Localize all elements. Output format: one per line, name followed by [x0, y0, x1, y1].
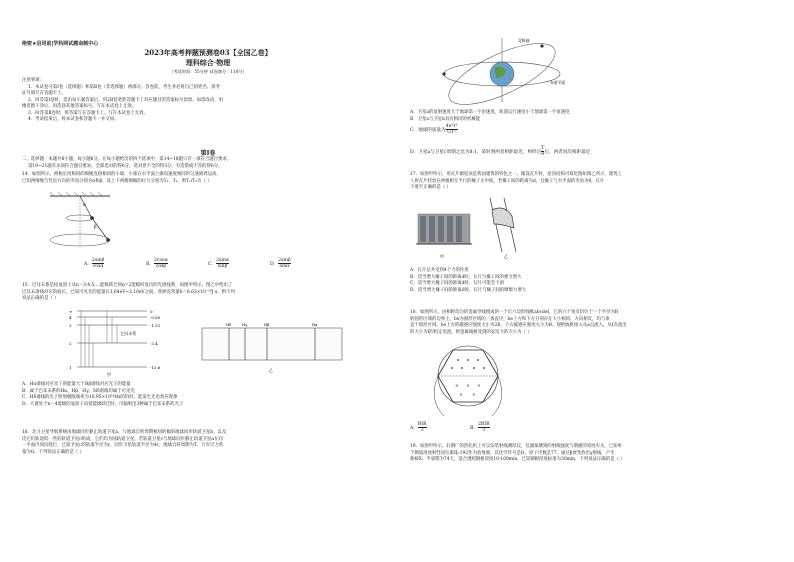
section-intro — [22, 157, 394, 170]
q16-option-a: A．卫星a的发射速度大于地球第一宇宙速度，轨道运行速度小于地球第一宇宙速度 — [410, 110, 570, 115]
svg-text:×: × — [472, 393, 476, 398]
fig-caption-a: 甲 — [107, 372, 111, 377]
q19-line: 19．如图甲所示，轧钢厂的热轧机上可以安装射线测厚仪，仪器探测到的射线强度与钢板的厚度有关，已知单 — [410, 444, 622, 449]
svg-text:3: 3 — [69, 323, 72, 328]
q16-line: 量为G，下列说法正确的是（ ） — [22, 449, 84, 455]
q16-line: 比它们轨道低一些的轨道卫星c组成，它们均为圆轨道卫星。若轨道卫星c与地球同步静止轨道卫星a在同 — [22, 436, 223, 442]
svg-text:-0.85: -0.85 — [150, 315, 161, 320]
q16-orbit-figure — [430, 34, 580, 106]
q16-line: 16．北斗卫星导航系统由地球同步静止轨道卫星a、与地球自转周期相同的倾斜地球同步轨道卫星b，以及 — [22, 430, 227, 435]
q17-option-d: D．适当增大椽子间的距离d时，瓦片与椽子间的摩擦力增大 — [410, 287, 527, 293]
q16-north-label: 北极轴 — [518, 38, 530, 43]
q15-options — [22, 382, 394, 408]
svg-text:4: 4 — [69, 315, 72, 320]
svg-text:×: × — [455, 384, 459, 389]
svg-text:2: 2 — [69, 341, 72, 346]
balmer-series-label: 巴耳末系 — [121, 331, 137, 336]
question-17 — [410, 172, 782, 192]
q16-option-b: B．卫星a与卫星b具有相同的机械能 — [410, 116, 481, 122]
q18-hexagon-figure — [424, 340, 514, 420]
q14-line: 14．如图所示，两根长度相同的细绳连接相同的小球，小球在水平面上做角速度相同的匀速圆周运动， — [22, 172, 221, 177]
q14-alpha-label: α — [83, 203, 87, 208]
q17-option-a: A．瓦片总共受到4个力的作用 — [410, 268, 469, 273]
q18-line: 直于圆形区域。be上方的磁感应强度大小为2B，下方磁感应强度大小为B。现给线框接入从a点流入、从f点流出 — [410, 323, 627, 328]
q14-option-d: D． $\frac{2\sin\beta}{\sin\alpha}$ — [270, 258, 291, 269]
note-line: 3．回答第Ⅱ卷时，将答案写在答题卡上。写在本试卷上无效。 — [28, 110, 148, 116]
question-16 — [22, 430, 394, 456]
q18-line: 的圆形区域的边界上，be为圆形区域的一条直径，be上方和下方分别存在大小相同、方向相反，均与垂 — [410, 316, 610, 322]
org-header: 绝密★启用前|学科网试题命制中心 — [22, 41, 99, 47]
question-14 — [22, 172, 394, 185]
q14-option-a: A． $\frac{2\sin\beta}{\cos\alpha}$ — [84, 258, 105, 269]
q15-option-c: C．Hδ谱线的光子照射极限频率为10.95×10¹⁴Hz的钨时，能发生光电效应现象 — [22, 395, 178, 400]
q15-option-a: A．Hα谱线对应光子的能量大于Hβ谱线对应光子的能量 — [22, 382, 131, 387]
q17-option-b: B．适当增大椽子间的距离d时，瓦片与椽子间的弹力增大 — [410, 274, 522, 280]
svg-text:∞: ∞ — [69, 309, 73, 314]
svg-text:Hδ: Hδ — [226, 323, 232, 327]
exam-title: 2023年高考押题预测卷03【全国乙卷】 — [144, 48, 272, 57]
q17-line: 下滑至正确的是（ ） — [410, 185, 451, 190]
q14-option-b: B． $\frac{2\cos\alpha}{\cos\beta}$ — [146, 258, 168, 269]
svg-text:-1.51: -1.51 — [150, 323, 161, 328]
q14-figure — [40, 188, 190, 256]
q15-spectrum-figure — [197, 320, 357, 376]
exam-meta: （考试时间：55分钟 试卷满分：110分） — [169, 69, 247, 74]
q18-option-b: B． $\frac{\text{2BIR}}{3}$ — [470, 422, 490, 433]
svg-text:×: × — [477, 384, 481, 389]
note-line: 4．考试结束后，将本试卷和答题卡一并交回。 — [28, 117, 119, 122]
svg-text:×: × — [459, 393, 463, 398]
question-19 — [410, 444, 782, 464]
svg-text:-3.4: -3.4 — [150, 341, 158, 346]
q17-line: 人将瓦片轻放在两根相互平行的椽子正中间，若椽子间的距离为d，且椽子与水平面的夹角为θ，瓦片 — [410, 178, 605, 184]
note-line: 证号填写在答题卡上。 — [22, 91, 66, 96]
q16-option-d: D．卫星a与卫星c周期之比为8:1，某时刻两者相距最近，则经过 $\frac{T}{8}$ 后，两者再次相距最近 — [410, 146, 591, 157]
svg-text:-13.6: -13.6 — [150, 365, 161, 370]
svg-text:Hβ: Hβ — [264, 323, 270, 327]
q16-option-c: C．地球的质量为 $\frac{\text{4π²r³}}{\text{GT²}}$ — [410, 124, 458, 135]
question-15 — [22, 283, 394, 303]
left-column — [22, 0, 394, 562]
q15-option-d: D．大量处于n＝4能级的氢原子向低能级跃迁时，可辐射出3种属于巴耳末系的光子 — [22, 401, 184, 407]
q15-line: 15．巴耳末系是指氢原子从n＝3,4,5,…能级跃迁到n=2能级时发出的光谱线系，如图甲所示。图乙中给出了 — [22, 283, 233, 288]
q18-option-a: A． $\frac{\text{BIR}}{3}$ — [410, 422, 427, 433]
q17-options — [410, 268, 782, 294]
q14-option-c: C． $\frac{2\sin\alpha}{\sin\beta}$ — [208, 258, 229, 269]
q15-energy-level-figure — [67, 305, 177, 377]
q15-line: 巴耳末谱线对应的波长，已知可见光的能量在1.64eV~3.10eV之间，普朗克常量h＝6.63×10⁻³⁴J·s，则下列 — [22, 289, 235, 295]
exam-subject: 理科综合·物理 — [185, 58, 231, 67]
notes-heading: 注意事项： — [22, 78, 44, 83]
svg-text:×: × — [466, 384, 470, 389]
q15-option-b: B．属于巴耳末系的Hα、Hβ、Hγ、Hδ谱线均属于可见光 — [22, 388, 135, 394]
q16-line: 一平面内同向绕行，已知卫星c的轨道半径为r，同步卫星轨道半径为4r，地球自转周期为T，万有引力常 — [22, 443, 224, 448]
fig-caption-b: 乙 — [269, 368, 273, 373]
note-line: 2．回答第Ⅰ卷时，选出每小题答案后，用2B铅笔把答题卡上对应题目的答案标号涂黑。如需改动，用 — [28, 97, 223, 103]
svg-text:0: 0 — [150, 309, 153, 314]
svg-text:Hα: Hα — [312, 323, 318, 327]
svg-text:Hγ: Hγ — [242, 323, 248, 327]
q17-roof-figure — [414, 194, 534, 264]
right-column — [410, 0, 782, 562]
q16-equator-label: 赤道平面 — [550, 80, 566, 85]
q19-line: 个钢质用放射性同位素铱-192作为放射源，其化学符号是Ir，原子序数是77，通过β衰变放出γ射线，产生 — [410, 450, 615, 456]
q18-line: 的大小为I的恒定电流，则金属线框受到的安培力的大小为（ ） — [410, 329, 532, 335]
q14-line: 已知两细绳与竖直方向的夹角分别为α和β，设上下两根细绳的拉力分别为T₁、T₂，则T₁/T₂为（ ） — [22, 178, 212, 184]
section-title: 第Ⅰ卷 — [200, 150, 216, 157]
q17-line: 17．如图甲所示，用瓦片做屋顶是我国建筑的特色之一。铺设瓦片时，屋顶结构可简化图如图乙所示，建筑工 — [410, 172, 622, 177]
question-18 — [410, 310, 782, 336]
q14-beta-label: β — [94, 225, 97, 230]
q16-options — [410, 110, 782, 123]
q17-option-c: C．适当增大椽子间的距离d时，瓦片可能会下滑 — [410, 281, 504, 286]
q17-caption-a: 甲 — [440, 254, 444, 259]
q18-line: 18．如图所示，由相距均匀的金属导线围成的一个正六边形线框abcdef，它的六个顶点均位于一个半径为R — [410, 310, 619, 315]
q19-line: 新核X，半衰期为74天，适合透照钢板厚度10-100mm，已知钢板厚度标准为30mm，下列说法正确的是（ ） — [410, 457, 625, 462]
intro-line: 二、选择题：本题共8小题，每小题6分。在每小题给出的四个选项中，第14~18题只有一项符合题目要求， — [22, 157, 232, 162]
svg-text:1: 1 — [69, 365, 72, 370]
q17-caption-b: 乙 — [504, 254, 508, 259]
notes-block — [22, 78, 394, 124]
note-line: 橡皮擦干净后，再选涂其他答案标号。写在本试卷上无效。 — [22, 104, 137, 109]
q15-line: 说法正确的是（ ） — [22, 296, 59, 301]
intro-line: 第19~21题有多项符合题目要求。全部选对的得6分，选对但不全的得3分，有选错或不答的得0分。 — [28, 163, 223, 169]
note-line: 1．本试卷分第Ⅰ卷（选择题）和第Ⅱ卷（非选择题）两部分。答卷前，考生务必将自己的姓名、准考 — [28, 84, 220, 90]
